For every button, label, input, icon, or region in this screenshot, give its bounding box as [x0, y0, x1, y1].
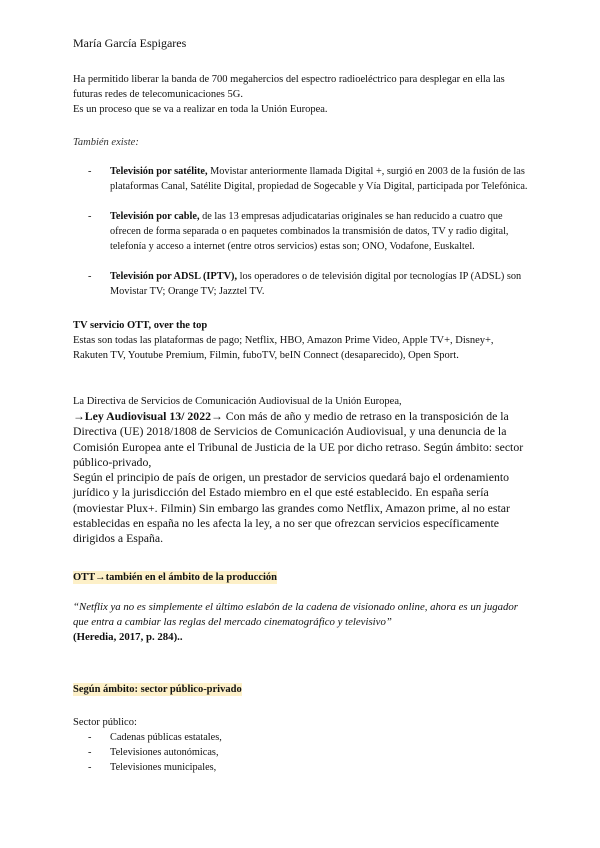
ott-section [73, 318, 528, 363]
intro-paragraph [73, 72, 528, 117]
bullet-title: Televisión por ADSL (IPTV), [110, 271, 238, 282]
bullet-text: los operadores o de televisión digital por tecnologías IP (ADSL) son Movistar TV; Orange TV; Jazztel TV. [110, 271, 522, 297]
directiva-intro: La Directiva de Servicios de Comunicación Audiovisual de la Unión Europea, [73, 396, 402, 407]
list-item-adsl [88, 270, 528, 300]
segun-heading [73, 682, 528, 697]
bullet-title: Televisión por satélite, [110, 166, 208, 177]
list-item-cable [88, 210, 528, 254]
bullet-list [88, 270, 528, 300]
intro-line: Es un proceso que se va a realizar en toda la Unión Europea. [73, 104, 328, 115]
highlighted-heading: Según ámbito: sector público-privado [73, 684, 242, 695]
ott-heading: TV servicio OTT, over the top [73, 320, 208, 331]
list-item: - Televisiones autonómicas, [88, 746, 528, 761]
sector-publico-label: Sector público: [73, 717, 137, 728]
highlighted-heading: OTT→también en el ámbito de la producción [73, 572, 277, 583]
bullet-list [88, 165, 528, 195]
author-name: María García Espigares [73, 36, 187, 50]
ley-paragraph [73, 409, 528, 470]
bullet-text: Movistar anteriormente llamada Digital +, surgió en 2003 de la fusión de las plataformas Canal, Satélite Digital, propiedad de Sogecable y Vía Digital, participada por Telefónica. [110, 166, 528, 192]
list-item: - Televisiones municipales, [88, 761, 528, 776]
bullet-list [88, 210, 528, 254]
directiva-section [73, 394, 528, 547]
ott-text: Estas son todas las plataformas de pago; Netflix, HBO, Amazon Prime Video, Apple TV+, Disney+, Rakuten TV, Youtube Premium, Filmin, fuboTV, beIN Connect (desaparecido), Open Sport. [73, 335, 494, 361]
list-item: - Cadenas públicas estatales, [88, 731, 528, 746]
quote-citation: (Heredia, 2017, p. 284).. [73, 631, 183, 643]
bullet-text: de las 13 empresas adjudicatarias originales se han reducido a cuatro que ofrecen de forma separada o en paquetes combinados la transmisión de datos, TV y radio digital, telefonía y acceso a internet (entre otros servicios) estas son; ONO, Vodafone, Euskaltel. [110, 211, 509, 252]
quote-text: “Netflix ya no es simplemente el último eslabón de la cadena de visionado online, ahora es un jugador que entra a cambiar las reglas del mercado cinematográfico y televisivo” [73, 601, 519, 628]
bullet-title: Televisión por cable, [110, 211, 200, 222]
principio-paragraph: Según el principio de país de origen, un prestador de servicios quedará bajo el ordenamiento jurídico y la jurisdicción del Estado miembro en el que esté establecido. En españa sería (moviestar Plux+. Filmin) Sin embargo las grandes como Netflix, Amazon prime, al no estar establecidas en españa no les afecta la ley, a no ser que ofrezcan servicios específicamente dirigidos a España. [73, 470, 510, 546]
ley-text: Con más de año y medio de retraso en la transposición de la Directiva (UE) 2018/1808 de Servicios de Comunicación Audiovisual, y una denuncia de la Comisión Europea ante el Tribunal de Justicia de la UE por dicho retraso. Según ámbito: sector público-privado, [73, 409, 524, 469]
sector-publico-list [88, 731, 528, 775]
quote-block [73, 600, 528, 645]
intro-line: Ha permitido liberar la banda de 700 megahercios del espectro radioeléctrico para desplegar en ella las futuras redes de telecomunicaciones 5G. [73, 74, 505, 100]
tambien-label: También existe: [73, 137, 139, 148]
ley-title: →Ley Audiovisual 13/ 2022→ [73, 409, 223, 423]
list-item-satelite [88, 165, 528, 195]
produccion-heading [73, 570, 528, 585]
